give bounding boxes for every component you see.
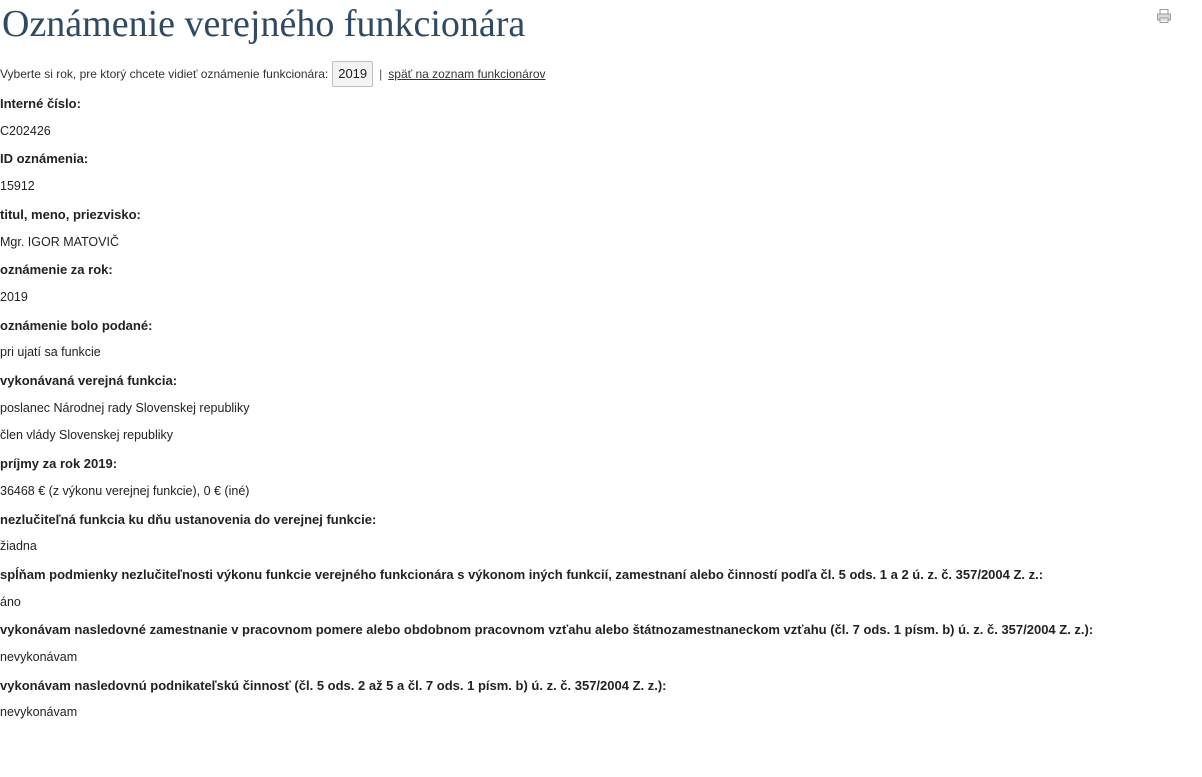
field-label: vykonávam nasledovnú podnikateľskú činnosť (čl. 5 ods. 2 až 5 a čl. 7 ods. 1 písm. b) ú. z. č. 357/2004 Z. z.): <box>0 677 667 693</box>
field-value: nevykonávam <box>0 650 78 665</box>
field-label: Interné číslo: <box>0 96 81 111</box>
field-label: vykonávam nasledovné zamestnanie v pracovnom pomere alebo obdobnom pracovnom vzťahu alebo štátnozamestnaneckom vzťahu (čl. 7 ods. 1 písm. b) ú. z. č. 357/2004 Z. z.): <box>0 622 1094 638</box>
field-label: nezlučiteľná funkcia ku dňu ustanovenia do verejnej funkcie: <box>0 511 377 527</box>
separator: | <box>379 67 383 81</box>
back-to-list-link[interactable]: späť na zoznam funkcionárov <box>388 67 546 81</box>
field-value: 36468 € (z výkonu verejnej funkcie), 0 € (iné) <box>0 483 250 498</box>
field-label: príjmy za rok 2019: <box>0 456 118 472</box>
field-value: člen vlády Slovenskej republiky <box>0 428 174 443</box>
field-value: žiadna <box>0 539 37 554</box>
declaration-fields <box>0 90 1190 727</box>
field-value: pri ujatí sa funkcie <box>0 345 101 360</box>
field-label: oznámenie bolo podané: <box>0 317 153 333</box>
year-select[interactable]: 2019 <box>332 61 373 87</box>
field-label: titul, meno, priezvisko: <box>0 206 141 222</box>
field-label: vykonávaná verejná funkcia: <box>0 373 178 389</box>
field-value: 15912 <box>0 179 35 194</box>
year-prompt: Vyberte si rok, pre ktorý chcete vidieť oznámenie funkcionára: <box>0 67 329 81</box>
field-label: spĺňam podmienky nezlučiteľnosti výkonu funkcie verejného funkcionára s výkonom iných funkcií, zamestnaní alebo činností podľa čl. 5 ods. 1 a 2 ú. z. č. 357/2004 Z. z.: <box>0 566 1044 582</box>
field-value: áno <box>0 594 21 609</box>
year-selector-row <box>0 60 546 88</box>
field-label: ID oznámenia: <box>0 151 89 167</box>
field-value: Mgr. IGOR MATOVIČ <box>0 234 119 249</box>
field-label: oznámenie za rok: <box>0 262 113 278</box>
page-title: Oznámenie verejného funkcionára <box>2 3 526 45</box>
field-value: nevykonávam <box>0 705 78 720</box>
field-value: poslanec Národnej rady Slovenskej republiky <box>0 400 250 415</box>
printer-icon[interactable] <box>1156 8 1172 24</box>
field-value: C202426 <box>0 123 51 138</box>
field-value: 2019 <box>0 289 28 304</box>
